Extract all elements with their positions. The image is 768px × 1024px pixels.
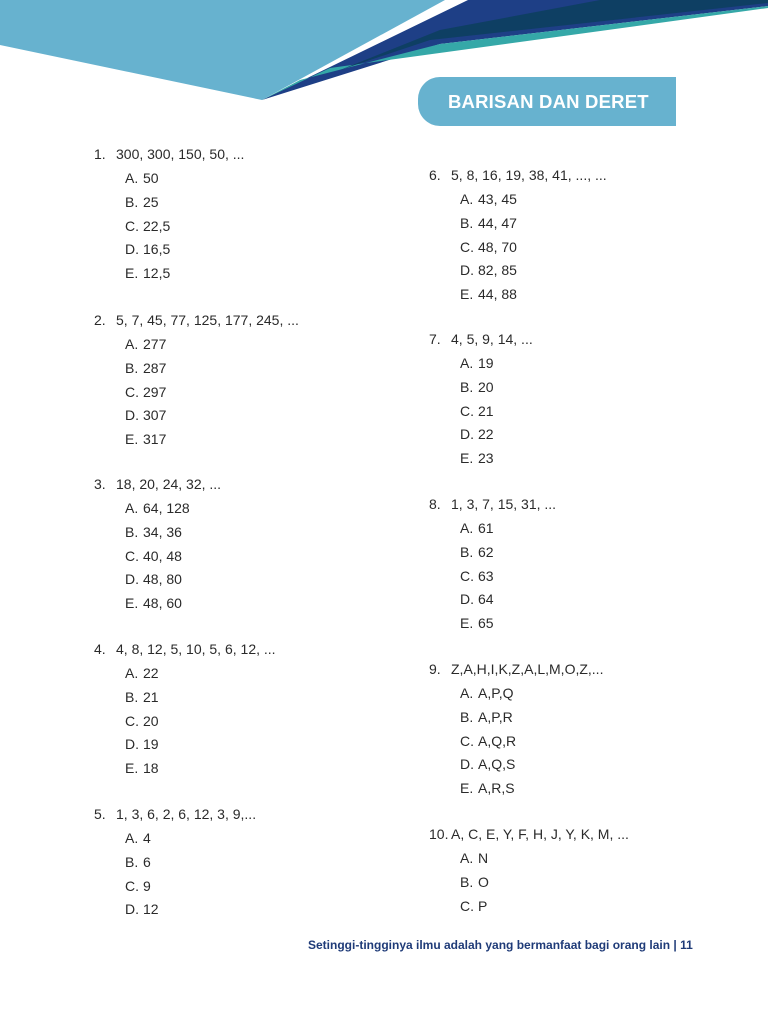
question-7 — [429, 328, 533, 471]
option: A. 4 — [125, 830, 151, 846]
question-text: 300, 300, 150, 50, ... — [116, 146, 245, 162]
question-text: 1, 3, 6, 2, 6, 12, 3, 9,... — [116, 806, 257, 822]
option: C. 22,5 — [125, 217, 171, 234]
option: D. 12 — [125, 901, 159, 918]
option: D. 48, 80 — [125, 571, 182, 588]
option: C. 9 — [125, 877, 151, 894]
option: A. 22 — [125, 665, 159, 681]
question-text: 18, 20, 24, 32, ... — [116, 476, 222, 492]
question-1 — [94, 143, 244, 286]
question-2 — [94, 309, 299, 452]
option: B. 287 — [125, 359, 167, 376]
option: B. 21 — [125, 688, 159, 705]
option: C. 20 — [125, 712, 159, 729]
question-number: 4. — [94, 641, 106, 657]
option: E. 23 — [460, 450, 494, 467]
question-number: 10. — [429, 826, 449, 842]
option: A. 50 — [125, 170, 159, 186]
question-number: 2. — [94, 312, 106, 328]
question-number: 9. — [429, 661, 441, 677]
option: D. 19 — [125, 736, 159, 753]
option: B. 44, 47 — [460, 214, 517, 231]
option: E. 12,5 — [125, 265, 171, 282]
option: A. 61 — [460, 520, 494, 536]
option: C. 297 — [125, 383, 167, 400]
question-6 — [429, 164, 607, 307]
option: C. 63 — [460, 567, 494, 584]
option: D. A,Q,S — [460, 756, 516, 773]
option: A. A,P,Q — [460, 685, 514, 701]
option: A. N — [460, 850, 489, 866]
option: E. 44, 88 — [460, 286, 517, 303]
page-footer: Setinggi-tingginya ilmu adalah yang bermanfaat bagi orang lain | 11 — [308, 938, 693, 952]
question-text: 1, 3, 7, 15, 31, ... — [451, 496, 557, 512]
question-number: 1. — [94, 146, 106, 162]
option: B. 6 — [125, 853, 151, 870]
option: D. 16,5 — [125, 241, 171, 258]
option: A. 277 — [125, 336, 167, 352]
option: D. 22 — [460, 426, 494, 443]
question-8 — [429, 493, 556, 636]
question-text: A, C, E, Y, F, H, J, Y, K, M, ... — [451, 826, 629, 842]
option: C. 21 — [460, 402, 494, 419]
page-title-text: BARISAN DAN DERET — [448, 90, 649, 112]
question-number: 8. — [429, 496, 441, 512]
question-text: 5, 7, 45, 77, 125, 177, 245, ... — [116, 312, 299, 328]
option: E. 65 — [460, 615, 494, 632]
question-3 — [94, 473, 221, 616]
option: B. 20 — [460, 378, 494, 395]
option: A. 43, 45 — [460, 191, 517, 207]
question-text: Z,A,H,I,K,Z,A,L,M,O,Z,... — [451, 661, 604, 677]
option: C. P — [460, 897, 488, 914]
option: D. 64 — [460, 591, 494, 608]
question-number: 6. — [429, 167, 441, 183]
option: A. 64, 128 — [125, 500, 190, 516]
option: C. 40, 48 — [125, 547, 182, 564]
question-9 — [429, 658, 603, 801]
question-4 — [94, 638, 276, 781]
option: B. 34, 36 — [125, 523, 182, 540]
option: C. 48, 70 — [460, 238, 517, 255]
option: D. 82, 85 — [460, 262, 517, 279]
question-10 — [429, 823, 629, 918]
option: E. 48, 60 — [125, 595, 182, 612]
question-5 — [94, 803, 256, 922]
page-title — [418, 77, 676, 126]
option: E. 317 — [125, 431, 167, 448]
option: B. A,P,R — [460, 708, 513, 725]
option: E. A,R,S — [460, 780, 515, 797]
option: C. A,Q,R — [460, 732, 517, 749]
option: A. 19 — [460, 355, 494, 371]
option: B. O — [460, 873, 489, 890]
option: D. 307 — [125, 407, 167, 424]
question-number: 7. — [429, 331, 441, 347]
option: E. 18 — [125, 760, 159, 777]
question-number: 3. — [94, 476, 106, 492]
option: B. 25 — [125, 193, 159, 210]
option: B. 62 — [460, 543, 494, 560]
question-text: 4, 8, 12, 5, 10, 5, 6, 12, ... — [116, 641, 276, 657]
question-number: 5. — [94, 806, 106, 822]
question-text: 5, 8, 16, 19, 38, 41, ..., ... — [451, 167, 607, 183]
question-text: 4, 5, 9, 14, ... — [451, 331, 533, 347]
